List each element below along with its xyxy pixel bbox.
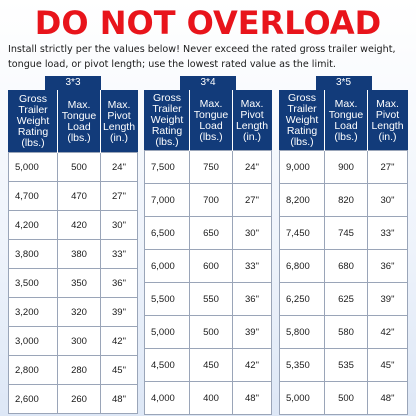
- header-line: Gross: [152, 92, 181, 104]
- tongue-load-cell: 300: [58, 327, 101, 356]
- tongue-load-cell: 745: [325, 217, 368, 250]
- pivot-length-cell: 45": [101, 356, 138, 385]
- gross-weight-cell: 3,200: [9, 298, 58, 327]
- pivot-length-header: [368, 91, 408, 151]
- pivot-length-cell: 27": [101, 182, 138, 211]
- header-line: Weight: [150, 114, 184, 126]
- gross-weight-cell: 2,800: [9, 356, 58, 385]
- table-row: [9, 153, 138, 182]
- table-label: 3*5: [316, 76, 372, 90]
- gross-weight-cell: 5,500: [145, 283, 190, 316]
- header-line: Max.: [107, 98, 131, 111]
- tongue-load-cell: 700: [190, 184, 233, 217]
- pivot-length-cell: 36": [101, 269, 138, 298]
- tongue-load-header: [58, 91, 101, 153]
- tongue-load-cell: 820: [325, 184, 368, 217]
- gross-weight-cell: 6,250: [280, 283, 325, 316]
- table-row: [9, 356, 138, 385]
- tongue-load-cell: 625: [325, 283, 368, 316]
- header-line: Trailer: [18, 104, 48, 116]
- header-line: (lbs.): [334, 130, 358, 143]
- table-row: [280, 250, 408, 283]
- header-line: Length: [235, 119, 269, 132]
- tongue-load-cell: 260: [58, 385, 101, 414]
- gross-weight-header: [280, 91, 325, 151]
- tongue-load-cell: 650: [190, 217, 233, 250]
- gross-weight-cell: 3,800: [9, 240, 58, 269]
- pivot-length-header: [233, 91, 272, 151]
- header-line: (lbs.): [155, 136, 179, 148]
- gross-weight-cell: 8,200: [280, 184, 325, 217]
- header-line: Load: [199, 119, 223, 132]
- pivot-length-cell: 24": [233, 151, 272, 184]
- rating-table: [8, 90, 138, 414]
- table-label: 3*3: [45, 76, 101, 90]
- instructions-text: Install strictly per the values below! Never exceed the rated gross trailer weight, tongue load, or pivot length; use the lowest rated value as the limit.: [8, 44, 396, 70]
- tongue-load-cell: 470: [58, 182, 101, 211]
- header-line: Rating: [17, 126, 49, 138]
- header-line: Weight: [16, 115, 50, 127]
- tongue-load-cell: 580: [325, 316, 368, 349]
- table-row: [9, 240, 138, 269]
- header-line: Trailer: [287, 103, 317, 115]
- table-row: [145, 349, 272, 382]
- load-table-3x5: [279, 76, 408, 415]
- pivot-length-cell: 48": [101, 385, 138, 414]
- tongue-load-cell: 500: [190, 316, 233, 349]
- header-line: Load: [334, 119, 358, 132]
- table-row: [145, 217, 272, 250]
- header-line: (in.): [242, 130, 262, 143]
- pivot-length-cell: 24": [101, 153, 138, 182]
- header-line: Rating: [286, 125, 318, 137]
- rating-table: [279, 90, 408, 415]
- header-line: Pivot: [240, 108, 264, 121]
- gross-weight-cell: 3,500: [9, 269, 58, 298]
- table-row: [280, 316, 408, 349]
- pivot-length-cell: 33": [101, 240, 138, 269]
- table-row: [145, 316, 272, 349]
- pivot-length-cell: 48": [233, 382, 272, 415]
- gross-weight-cell: 7,500: [145, 151, 190, 184]
- table-row: [9, 298, 138, 327]
- pivot-length-cell: 30": [233, 217, 272, 250]
- header-line: Gross: [18, 93, 47, 105]
- tongue-load-cell: 320: [58, 298, 101, 327]
- tongue-load-cell: 535: [325, 349, 368, 382]
- table-row: [280, 283, 408, 316]
- header-line: Tongue: [61, 109, 97, 122]
- tongue-load-cell: 750: [190, 151, 233, 184]
- header-line: Length: [371, 119, 404, 132]
- gross-weight-cell: 3,000: [9, 327, 58, 356]
- pivot-length-cell: 48": [368, 382, 408, 415]
- pivot-length-cell: 39": [101, 298, 138, 327]
- tongue-load-cell: 900: [325, 151, 368, 184]
- pivot-length-cell: 39": [233, 316, 272, 349]
- table-row: [280, 151, 408, 184]
- header-line: Max.: [240, 97, 264, 110]
- pivot-length-cell: 42": [233, 349, 272, 382]
- gross-weight-cell: 7,000: [145, 184, 190, 217]
- gross-weight-cell: 4,200: [9, 211, 58, 240]
- table-row: [145, 382, 272, 415]
- load-table-3x3: [8, 76, 138, 414]
- table-row: [9, 269, 138, 298]
- tongue-load-cell: 500: [58, 153, 101, 182]
- header-line: (lbs.): [199, 130, 223, 143]
- tongue-load-cell: 350: [58, 269, 101, 298]
- tongue-load-cell: 380: [58, 240, 101, 269]
- gross-weight-cell: 6,000: [145, 250, 190, 283]
- gross-weight-cell: 2,600: [9, 385, 58, 414]
- header-line: (lbs.): [21, 137, 45, 149]
- header-line: Tongue: [193, 108, 229, 121]
- pivot-length-cell: 30": [101, 211, 138, 240]
- table-row: [9, 385, 138, 414]
- pivot-length-cell: 33": [233, 250, 272, 283]
- header-line: Pivot: [375, 108, 400, 121]
- tongue-load-cell: 600: [190, 250, 233, 283]
- pivot-length-cell: 42": [101, 327, 138, 356]
- pivot-length-cell: 30": [368, 184, 408, 217]
- table-row: [9, 182, 138, 211]
- tongue-load-cell: 680: [325, 250, 368, 283]
- table-row: [145, 250, 272, 283]
- table-row: [145, 283, 272, 316]
- page-title: DO NOT OVERLOAD: [34, 4, 382, 42]
- load-table-3x4: [144, 76, 272, 415]
- pivot-length-cell: 27": [368, 151, 408, 184]
- rating-table: [144, 90, 272, 415]
- gross-weight-cell: 4,700: [9, 182, 58, 211]
- table-row: [280, 217, 408, 250]
- gross-weight-cell: 4,000: [145, 382, 190, 415]
- gross-weight-cell: 5,800: [280, 316, 325, 349]
- header-line: (lbs.): [67, 131, 91, 144]
- gross-weight-header: [145, 91, 190, 151]
- header-line: (in.): [109, 131, 129, 144]
- header-line: (lbs.): [290, 136, 314, 148]
- tongue-load-header: [325, 91, 368, 151]
- header-line: Rating: [151, 125, 183, 137]
- gross-weight-cell: 7,450: [280, 217, 325, 250]
- header-line: Weight: [285, 114, 319, 126]
- gross-weight-cell: 6,800: [280, 250, 325, 283]
- table-label: 3*4: [180, 76, 236, 90]
- gross-weight-cell: 5,000: [280, 382, 325, 415]
- tongue-load-cell: 280: [58, 356, 101, 385]
- tongue-load-cell: 400: [190, 382, 233, 415]
- header-line: Pivot: [107, 109, 131, 122]
- header-line: Max.: [199, 97, 223, 110]
- header-line: Max.: [376, 97, 399, 110]
- tongue-load-cell: 500: [325, 382, 368, 415]
- header-line: (in.): [378, 130, 397, 143]
- header-line: Gross: [287, 92, 316, 104]
- pivot-length-cell: 45": [368, 349, 408, 382]
- tongue-load-header: [190, 91, 233, 151]
- pivot-length-cell: 39": [368, 283, 408, 316]
- gross-weight-cell: 4,500: [145, 349, 190, 382]
- header-line: Trailer: [152, 103, 182, 115]
- header-line: Load: [67, 120, 91, 133]
- pivot-length-cell: 36": [233, 283, 272, 316]
- table-row: [9, 211, 138, 240]
- gross-weight-cell: 5,000: [145, 316, 190, 349]
- table-row: [145, 184, 272, 217]
- header-line: Max.: [67, 98, 91, 111]
- table-row: [9, 327, 138, 356]
- pivot-length-cell: 42": [368, 316, 408, 349]
- gross-weight-cell: 9,000: [280, 151, 325, 184]
- gross-weight-header: [9, 91, 58, 153]
- table-row: [145, 151, 272, 184]
- table-row: [280, 349, 408, 382]
- tongue-load-cell: 550: [190, 283, 233, 316]
- tongue-load-cell: 450: [190, 349, 233, 382]
- header-line: Length: [102, 120, 136, 133]
- header-line: Max.: [334, 97, 358, 110]
- table-row: [280, 184, 408, 217]
- pivot-length-cell: 36": [368, 250, 408, 283]
- pivot-length-cell: 27": [233, 184, 272, 217]
- gross-weight-cell: 5,000: [9, 153, 58, 182]
- gross-weight-cell: 5,350: [280, 349, 325, 382]
- pivot-length-cell: 33": [368, 217, 408, 250]
- table-row: [280, 382, 408, 415]
- pivot-length-header: [101, 91, 138, 153]
- tongue-load-cell: 420: [58, 211, 101, 240]
- header-line: Tongue: [328, 108, 364, 121]
- gross-weight-cell: 6,500: [145, 217, 190, 250]
